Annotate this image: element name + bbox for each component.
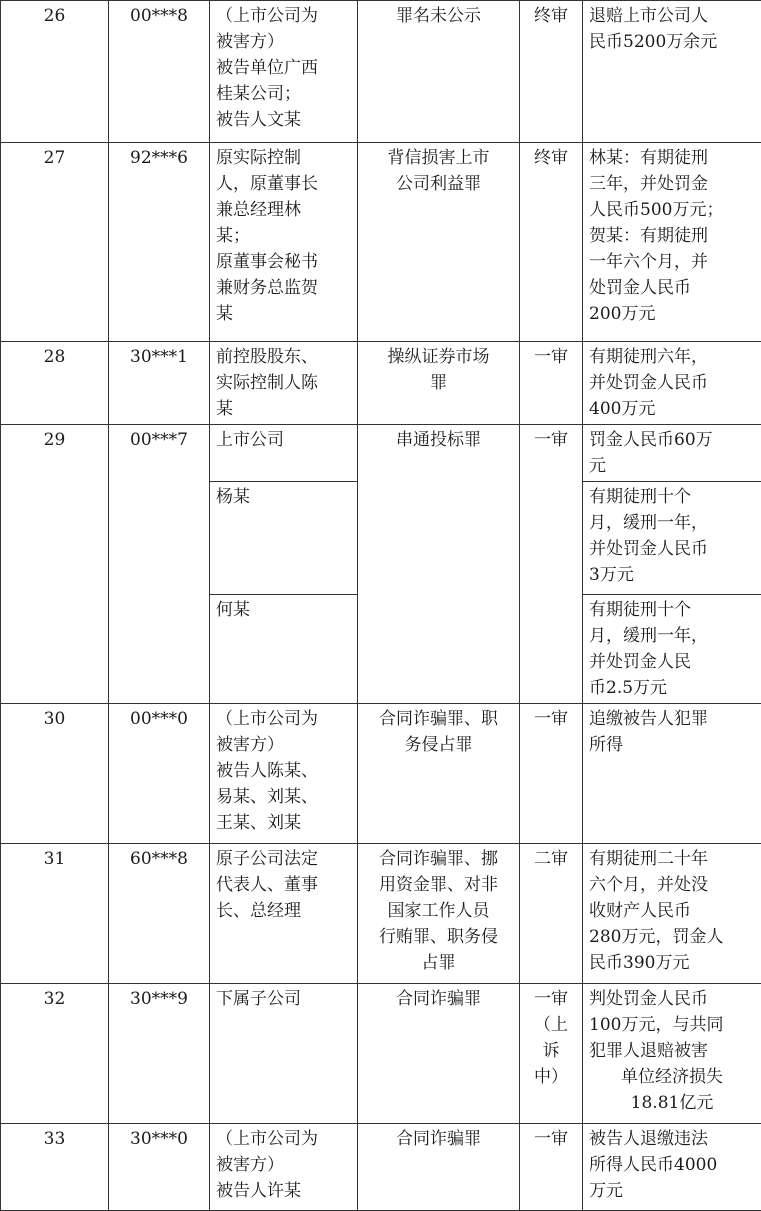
party-line: 代表人、董事 <box>216 872 351 898</box>
stock-code: 92***6 <box>109 143 210 342</box>
party-cell <box>210 1124 358 1211</box>
sentence-line: 280万元，罚金人 <box>589 924 755 950</box>
stock-code: 00***7 <box>109 425 210 704</box>
trial-stage-cell <box>520 425 583 704</box>
case-number: 28 <box>1 342 109 425</box>
party-line: 某； <box>216 223 351 249</box>
sentence-line: 有期徒刑十个 <box>589 597 755 623</box>
sentence-line: 并处罚金人民币 <box>589 370 755 396</box>
party-cell <box>210 1 358 143</box>
party-line: 被害方） <box>216 1152 351 1178</box>
crime-line: 罪名未公示 <box>364 3 513 29</box>
case-number: 31 <box>1 844 109 984</box>
crime-line: 合同诈骗罪、挪 <box>364 846 513 872</box>
stage-line: 终审 <box>526 145 576 171</box>
case-number: 29 <box>1 425 109 704</box>
sentence-line: 判处罚金人民币 <box>589 986 755 1012</box>
crime-line: 串通投标罪 <box>364 427 513 453</box>
party-line: 前控股股东、 <box>216 344 351 370</box>
sentence-line: 罚金人民币60万 <box>589 427 755 453</box>
sentence-line: 一年六个月，并 <box>589 249 755 275</box>
table-row <box>1 1 761 143</box>
sentence-line: 有期徒刑六年， <box>589 344 755 370</box>
table-row <box>1 342 761 425</box>
stock-code: 30***0 <box>109 1124 210 1211</box>
crime-line: 罪 <box>364 370 513 396</box>
stage-line: （上 <box>526 1012 576 1038</box>
stock-code: 30***9 <box>109 984 210 1124</box>
crime-line: 用资金罪、对非 <box>364 872 513 898</box>
sentence-line: 追缴被告人犯罪 <box>589 706 755 732</box>
stage-line: 诉 <box>526 1038 576 1064</box>
party-line: 上市公司 <box>216 427 351 453</box>
party-line: 实际控制人陈 <box>216 370 351 396</box>
party-line: （上市公司为 <box>216 3 351 29</box>
crime-cell <box>358 143 520 342</box>
sentence-line: 六个月，并处没 <box>589 872 755 898</box>
crime-line: 公司利益罪 <box>364 171 513 197</box>
party-line: 兼总经理林 <box>216 197 351 223</box>
party-cell <box>210 342 358 425</box>
case-number: 30 <box>1 704 109 844</box>
party-line: 何某 <box>216 597 351 623</box>
crime-cell <box>358 1 520 143</box>
stage-line: 一审 <box>526 1126 576 1152</box>
sentence-line: 林某：有期徒刑 <box>589 145 755 171</box>
stage-line: 二审 <box>526 846 576 872</box>
trial-stage-cell <box>520 342 583 425</box>
crime-cell <box>358 844 520 984</box>
case-number: 26 <box>1 1 109 143</box>
party-line: （上市公司为 <box>216 706 351 732</box>
crime-line: 合同诈骗罪 <box>364 986 513 1012</box>
party-line: 某 <box>216 396 351 422</box>
sentence-cell <box>583 1 761 143</box>
sentence-line: 犯罪人退赔被害 <box>589 1038 755 1064</box>
party-line: 被告人陈某、 <box>216 758 351 784</box>
sentence-line: 并处罚金人民 <box>589 649 755 675</box>
trial-stage-cell <box>520 143 583 342</box>
stock-code: 60***8 <box>109 844 210 984</box>
sentence-line: 并处罚金人民币 <box>589 536 755 562</box>
case-number: 27 <box>1 143 109 342</box>
stage-line: 中） <box>526 1064 576 1090</box>
party-line: 原实际控制 <box>216 145 351 171</box>
trial-stage-cell <box>520 704 583 844</box>
case-number: 32 <box>1 984 109 1124</box>
sentence-line: 被告人退缴违法 <box>589 1126 755 1152</box>
sentence-cell <box>583 984 761 1124</box>
sentence-cell <box>583 844 761 984</box>
party-cell <box>210 844 358 984</box>
sentence-cell <box>583 342 761 425</box>
table-row <box>1 425 761 482</box>
sentence-line: 月，缓刑一年， <box>589 510 755 536</box>
crime-cell <box>358 425 520 704</box>
party-line: 易某、刘某、 <box>216 784 351 810</box>
table-row <box>1 704 761 844</box>
sentence-cell <box>583 425 761 482</box>
stage-line: 终审 <box>526 3 576 29</box>
party-line: 兼财务总监贺 <box>216 275 351 301</box>
sentence-line: 100万元，与共同 <box>589 1012 755 1038</box>
party-line: （上市公司为 <box>216 1126 351 1152</box>
party-line: 下属子公司 <box>216 986 351 1012</box>
crime-cell <box>358 342 520 425</box>
stage-line: 一审 <box>526 427 576 453</box>
sentence-line: 三年，并处罚金 <box>589 171 755 197</box>
party-line: 某 <box>216 301 351 327</box>
sentence-cell <box>583 704 761 844</box>
sentence-line: 民币5200万余元 <box>589 29 755 55</box>
trial-stage-cell <box>520 984 583 1124</box>
stage-line: 一审 <box>526 344 576 370</box>
sentence-line: 400万元 <box>589 396 755 422</box>
party-line: 人，原董事长 <box>216 171 351 197</box>
party-line: 长、总经理 <box>216 898 351 924</box>
sentence-line: 单位经济损失 <box>589 1064 755 1090</box>
table-row <box>1 984 761 1124</box>
party-line: 被告单位广西 <box>216 55 351 81</box>
sentence-line: 所得人民币4000 <box>589 1152 755 1178</box>
stage-line: 一审 <box>526 986 576 1012</box>
sentence-line: 3万元 <box>589 562 755 588</box>
party-line: 被害方） <box>216 29 351 55</box>
sentence-line: 收财产人民币 <box>589 898 755 924</box>
stock-code: 30***1 <box>109 342 210 425</box>
party-line: 原子公司法定 <box>216 846 351 872</box>
sentence-line: 200万元 <box>589 301 755 327</box>
stock-code: 00***0 <box>109 704 210 844</box>
stage-line: 一审 <box>526 706 576 732</box>
table-row <box>1 143 761 342</box>
crime-line: 占罪 <box>364 950 513 976</box>
party-line: 杨某 <box>216 484 351 510</box>
sentence-cell <box>583 595 761 704</box>
crime-cell <box>358 704 520 844</box>
party-cell <box>210 143 358 342</box>
party-line: 桂某公司； <box>216 81 351 107</box>
crime-line: 操纵证券市场 <box>364 344 513 370</box>
sentence-line: 所得 <box>589 732 755 758</box>
sentence-line: 退赔上市公司人 <box>589 3 755 29</box>
party-line: 被害方） <box>216 732 351 758</box>
crime-line: 务侵占罪 <box>364 732 513 758</box>
trial-stage-cell <box>520 1124 583 1211</box>
case-number: 33 <box>1 1124 109 1211</box>
sentence-line: 月，缓刑一年， <box>589 623 755 649</box>
party-line: 原董事会秘书 <box>216 249 351 275</box>
sentence-line: 人民币500万元； <box>589 197 755 223</box>
party-cell <box>210 984 358 1124</box>
trial-stage-cell <box>520 844 583 984</box>
crime-line: 合同诈骗罪、职 <box>364 706 513 732</box>
crime-cell <box>358 1124 520 1211</box>
sentence-line: 有期徒刑二十年 <box>589 846 755 872</box>
sentence-line: 民币390万元 <box>589 950 755 976</box>
stock-code: 00***8 <box>109 1 210 143</box>
crime-line: 合同诈骗罪 <box>364 1126 513 1152</box>
sentence-line: 有期徒刑十个 <box>589 484 755 510</box>
crime-line: 国家工作人员 <box>364 898 513 924</box>
sentence-cell <box>583 482 761 595</box>
sentence-line: 元 <box>589 453 755 479</box>
party-cell <box>210 704 358 844</box>
sentence-line: 处罚金人民币 <box>589 275 755 301</box>
sentence-line: 万元 <box>589 1178 755 1204</box>
trial-stage-cell <box>520 1 583 143</box>
crime-line: 背信损害上市 <box>364 145 513 171</box>
crime-line: 行贿罪、职务侵 <box>364 924 513 950</box>
party-cell <box>210 595 358 704</box>
sentence-line: 贺某：有期徒刑 <box>589 223 755 249</box>
sentence-line: 币2.5万元 <box>589 675 755 701</box>
sentence-line: 18.81亿元 <box>589 1090 755 1116</box>
party-line: 王某、刘某 <box>216 810 351 836</box>
sentence-cell <box>583 143 761 342</box>
party-line: 被告人许某 <box>216 1178 351 1204</box>
party-line: 被告人文某 <box>216 107 351 133</box>
table-row <box>1 1124 761 1211</box>
sentence-cell <box>583 1124 761 1211</box>
party-cell <box>210 425 358 482</box>
party-cell <box>210 482 358 595</box>
table-row <box>1 844 761 984</box>
crime-cell <box>358 984 520 1124</box>
